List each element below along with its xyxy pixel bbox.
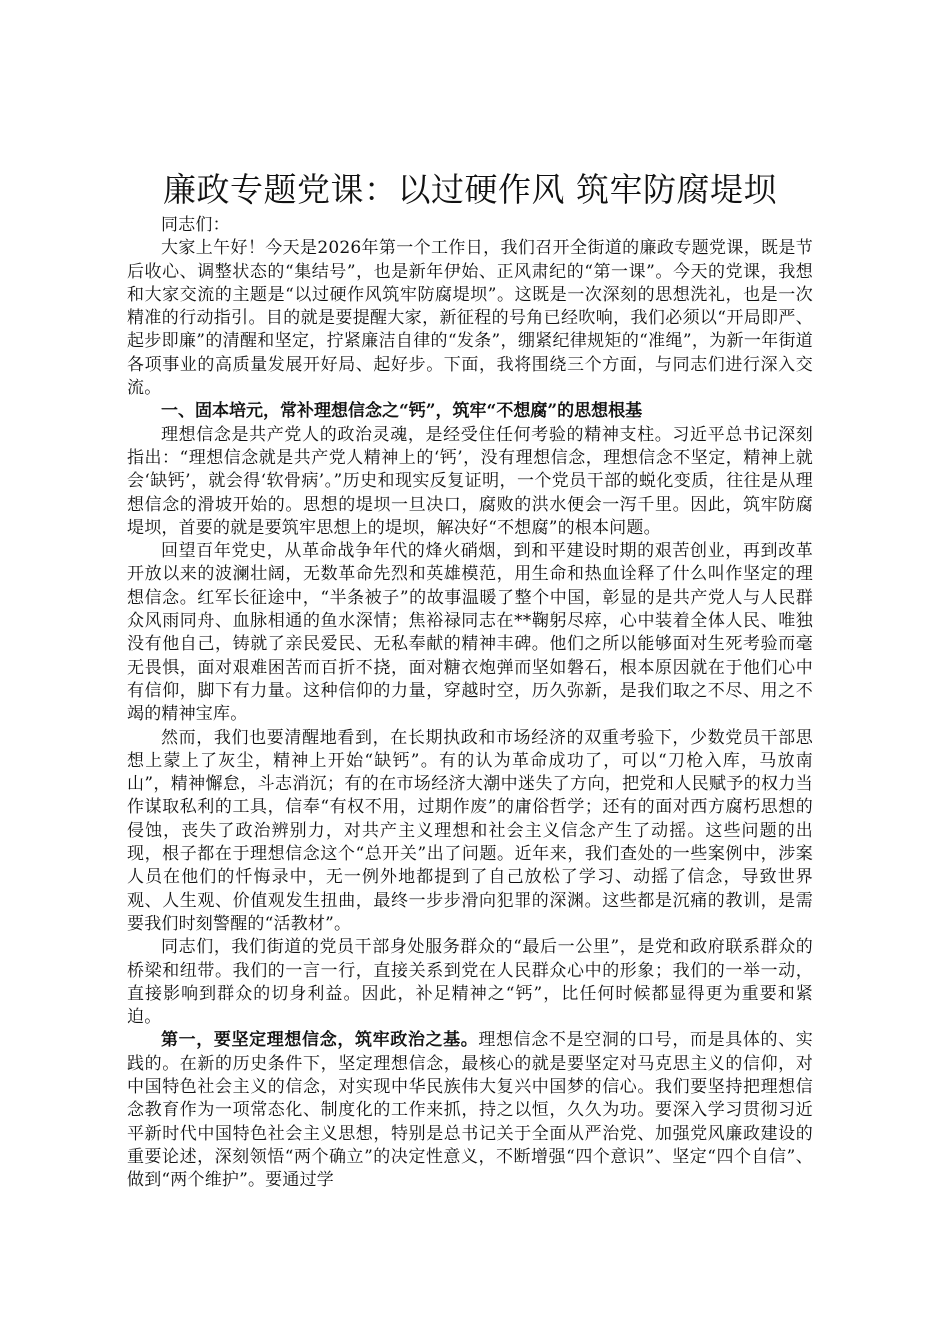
section-heading-1: 一、固本培元，常补理想信念之“钙”，筑牢“不想腐”的思想根基 (161, 401, 643, 422)
body-paragraph-2: 回望百年党史，从革命战争年代的烽火硝烟，到和平建设时期的艰苦创业，再到改革开放以来的波澜壮阔，无数革命先烈和英雄模范，用生命和热血诠释了什么叫作坚定的理想信念。红军长征途中，“半条被子”的故事温暖了整个中国，彰显的是共产党人与人民群众风雨同舟、血脉相通的鱼水深情；焦裕禄同志在**鞠躬尽瘁，心中装着全体人民、唯独没有他自己，铸就了亲民爱民、无私奉献的精神丰碑。他们之所以能够面对生死考验而毫无畏惧，面对艰难困苦而百折不挠，面对糖衣炮弹而坚如磐石，根本原因就在于他们心中有信仰，脚下有力量。这种信仰的力量，穿越时空，历久弥新，是我们取之不尽、用之不竭的精神宝库。 (127, 541, 813, 725)
intro-paragraph: 大家上午好！今天是2026年第一个工作日，我们召开全街道的廉政专题党课，既是节后收心、调整状态的“集结号”，也是新年伊始、正风肃纪的“第一课”。今天的党课，我想和大家交流的主题是“以过硬作风筑牢防腐堤坝”。这既是一次深刻的思想洗礼，也是一次精准的行动指引。目的就是要提醒大家，新征程的号角已经吹响，我们必须以“开局即严、起步即廉”的清醒和坚定，拧紧廉洁自律的“发条”，绷紧纪律规矩的“准绳”，为新一年街道各项事业的高质量发展开好局、起好步。下面，我将围绕三个方面，与同志们进行深入交流。 (127, 238, 813, 399)
body-paragraph-5 (127, 1029, 813, 1192)
salutation: 同志们： (161, 215, 230, 235)
body-paragraph-3: 然而，我们也要清醒地看到，在长期执政和市场经济的双重考验下，少数党员干部思想上蒙上了灰尘，精神上开始“缺钙”。有的认为革命成功了，可以“刀枪入库，马放南山”，精神懈怠，斗志消沉；有的在市场经济大潮中迷失了方向，把党和人民赋予的权力当作谋取私利的工具，信奉“有权不用，过期作废”的庸俗哲学；还有的面对西方腐朽思想的侵蚀，丧失了政治辨别力，对共产主义理想和社会主义信念产生了动摇。这些问题的出现，根子都在于理想信念这个“总开关”出了问题。近年来，我们查处的一些案例中，涉案人员在他们的忏悔录中，无一例外地都提到了自己放松了学习、动摇了信念，导致世界观、人生观、价值观发生扭曲，最终一步步滑向犯罪的深渊。这些都是沉痛的教训，是需要我们时刻警醒的“活教材”。 (127, 727, 813, 934)
paragraph-lead-bold: 第一，要坚定理想信念，筑牢政治之基。 (161, 1030, 479, 1051)
paragraph-body-text: 理想信念不是空洞的口号，而是具体的、实践的。在新的历史条件下，坚定理想信念，最核心的就是要坚定对马克思主义的信仰，对中国特色社会主义的信念，对实现中华民族伟大复兴中国梦的信心。我们要坚持把理想信念教育作为一项常态化、制度化的工作来抓，持之以恒，久久为功。要深入学习贯彻习近平新时代中国特色社会主义思想，特别是总书记关于全面从严治党、加强党风廉政建设的重要论述，深刻领悟“两个确立”的决定性意义，不断增强“四个意识”、坚定“四个自信”、做到“两个维护”。要通过学 (127, 1030, 813, 1191)
document-page (127, 168, 813, 1192)
body-paragraph-4: 同志们，我们街道的党员干部身处服务群众的“最后一公里”，是党和政府联系群众的桥梁和纽带。我们的一言一行，直接关系到党在人民群众心中的形象；我们的一举一动，直接影响到群众的切身利益。因此，补足精神之“钙”，比任何时候都显得更为重要和紧迫。 (127, 937, 813, 1028)
document-title: 廉政专题党课：以过硬作风 筑牢防腐堤坝 (163, 170, 777, 209)
body-paragraph-1: 理想信念是共产党人的政治灵魂，是经受住任何考验的精神支柱。习近平总书记深刻指出：“理想信念就是共产党人精神上的‘钙’，没有理想信念，理想信念不坚定，精神上就会‘缺钙’，就会得‘软骨病’。”历史和现实反复证明，一个党员干部的蜕化变质，往往是从理想信念的滑坡开始的。思想的堤坝一旦决口，腐败的洪水便会一泻千里。因此，筑牢防腐堤坝，首要的就是要筑牢思想上的堤坝，解决好“不想腐”的根本问题。 (127, 424, 813, 538)
